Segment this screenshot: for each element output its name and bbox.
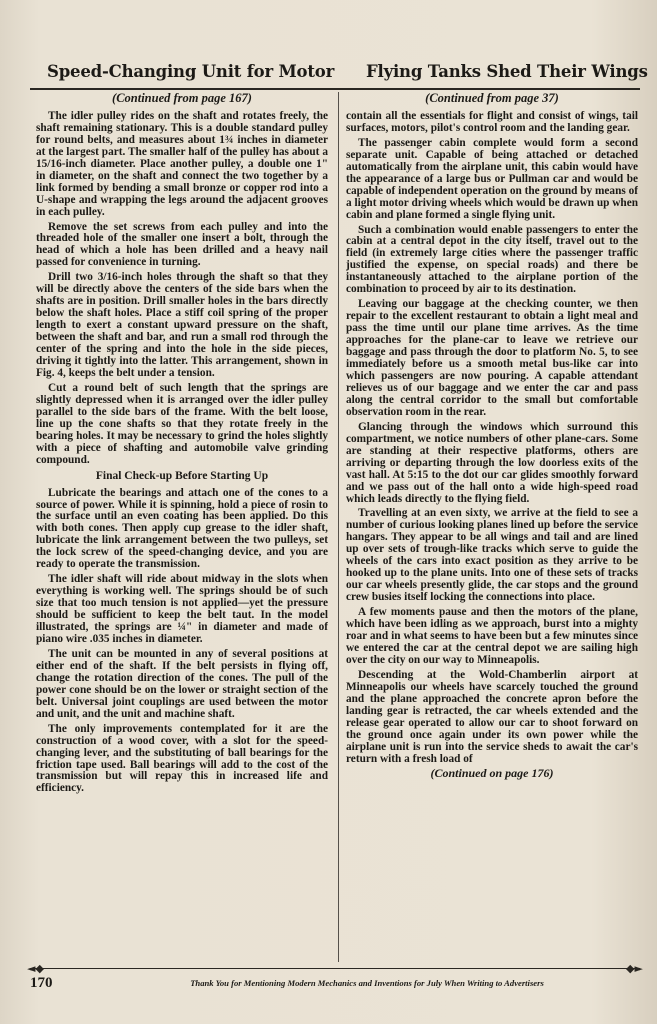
footer-advertiser-note: Thank You for Mentioning Modern Mechanics and Inventions for July When Writing to Advertisers xyxy=(190,978,544,988)
left-paragraph: Cut a round belt of such length that the springs are slightly depressed when it is arranged over the idler pulley parallel to the side bars of the frame. With the belt loose, line up the cone shafts so that they rotate freely in the bearing holes. It may be necessary to grind the holes slightly with a piece of shafting and automobile valve grinding compound. xyxy=(36,381,328,466)
left-paragraph: The only improvements contemplated for it are the construction of a wood cover, with a slot for the speed-changing lever, and the substituting of ball bearings for the friction tape used. Ball bearings will add to the cost of the transmission but will repay this in increased life and efficiency. xyxy=(36,722,328,795)
ornament-arrow-right-icon: ◆► xyxy=(626,962,643,975)
left-column xyxy=(36,93,328,963)
header-rule xyxy=(30,88,640,90)
left-paragraph: The unit can be mounted in any of several positions at either end of the shaft. If the belt persists in flying off, change the rotation direction of the cones. The pull of the power cone should be on the lower or straight section of the belt. Universal joint couplings are used between the motor and unit, and the unit and machine shaft. xyxy=(36,647,328,720)
right-article-headline: Flying Tanks Shed Their Wings xyxy=(366,62,648,81)
left-article-headline: Speed-Changing Unit for Motor xyxy=(47,62,335,81)
right-paragraph: A few moments pause and then the motors of the plane, which have been idling as we approach, burst into a mighty roar and in what seems to have been but a few minutes since we entered the car at the central depot we are sailing high over the city on our way to Minneapolis. xyxy=(346,606,638,666)
left-continued-from: (Continued from page 167) xyxy=(112,93,252,105)
right-paragraph: Travelling at an even sixty, we arrive at the field to see a number of curious looking planes lined up before the service hangars. They appear to be all wings and tail and are lined up over sets of trough-like tracks which serve to guide the wheels of the cars into exact position as they arrive to be hooked up to the plane units. Into one of these sets of tracks our car wheels presently glide, the car stops and the ground crew busies itself locking the connections into place. xyxy=(346,507,638,604)
ornament-arrow-left-icon: ◄◆ xyxy=(27,962,44,975)
right-column xyxy=(346,93,638,963)
right-paragraph: Glancing through the windows which surround this compartment, we notice numbers of other plane-cars. Some are standing at their respective platforms, others are arriving or departing through the low doorless exits of the vast hall. At 5:15 to the dot our car glides smoothly forward and we pass out of the hall onto a wide high-speed road which leads directly to the flying field. xyxy=(346,420,638,505)
right-paragraph: The passenger cabin complete would form a second separate unit. Capable of being attached or detached automatically from the airplane unit, this cabin would have the appearance of a large bus or Pullman car and would be capable of independent operation on the ground by means of a light motor driving wheels which would be drawn up when cabin and plane formed a single flying unit. xyxy=(346,136,638,221)
right-continued-from: (Continued from page 37) xyxy=(425,93,559,105)
right-paragraph: Leaving our baggage at the checking counter, we then repair to the excellent restaurant to obtain a light meal and pass the time until our plane time arrives. As the time approaches for the plane-car to leave we retrieve our baggage and pass through the door to platform No. 5, to see immediately before us a smooth metal bus-like car into which passengers are now pouring. A capable attendant relieves us of our baggage and we enter the car and pass along the central corridor to the small but comfortable observation room in the rear. xyxy=(346,298,638,418)
column-divider xyxy=(338,92,339,962)
left-paragraph: Lubricate the bearings and attach one of the cones to a source of power. While it is spinning, hold a piece of rosin to the surface until an even coating has been applied. Do this with both cones. Then apply cup grease to the idler shaft, lubricate the link arrangement between the two pulleys, set the lock screw of the speed-changing device, and you are ready to operate the transmission. xyxy=(36,486,328,571)
left-paragraph: Drill two 3/16-inch holes through the shaft so that they will be directly above the centers of the side bars when the shafts are in position. Drill smaller holes in the bars directly below the shaft holes. Place a stiff coil spring of the proper length to exert a constant upward pressure on the shaft, between the shaft and bar, and run a small rod through the center of the spring and into the hole in the side pieces, driving it tightly into the latter. This arrangement, shown in Fig. 4, keeps the belt under a tension. xyxy=(36,271,328,379)
right-paragraph: contain all the essentials for flight and consist of wings, tail surfaces, motors, pilot's control room and the landing gear. xyxy=(346,109,638,134)
page-number: 170 xyxy=(30,975,53,991)
left-subheading: Final Check-up Before Starting Up xyxy=(95,469,269,482)
right-paragraph: Descending at the Wold-Chamberlin airport at Minneapolis our wheels have scarcely touched the ground and the plane approached the concrete apron before the landing gear is retracted, the car wheels extended and the release gear operated to allow our car to shoot forward on the ground once again under its own power while the airplane unit is run into the service sheds to await the car's return with a fresh load of xyxy=(346,668,638,765)
right-continued-on: (Continued on page 176) xyxy=(430,766,554,781)
left-paragraph: Remove the set screws from each pulley and into the threaded hole of the smaller one insert a bolt, through the head of which a hole has been drilled and a heavy nail passed for convenience in turning. xyxy=(36,220,328,269)
left-paragraph: The idler shaft will ride about midway in the slots when everything is working well. The springs should be of such size that too much tension is not applied—yet the pressure should be sufficient to keep the belt taut. In the model illustrated, the springs are ¼" in diameter and made of piano wire .035 inches in diameter. xyxy=(36,573,328,645)
left-paragraph: The idler pulley rides on the shaft and rotates freely, the shaft remaining stationary. This is a double standard pulley for round belts, and measures about 1¾ inches in diameter at the largest part. The smaller half of the pulley has about a 15/16-inch diameter. Place another pulley, a double one 1" in diameter, on the shaft and connect the two together by a link formed by bending a small bronze or copper rod into a U-shape and wrapping the legs around the adjacent grooves in each pulley. xyxy=(36,109,328,218)
footer-rule xyxy=(30,968,640,969)
right-paragraph: Such a combination would enable passengers to enter the cabin at a central depot in the city itself, travel out to the field (in extremely large cities where the passenger traffic justified the expense, on special roads) and there be instantaneously attached to the airplane portion of the combination to proceed by air to its destination. xyxy=(346,223,638,296)
